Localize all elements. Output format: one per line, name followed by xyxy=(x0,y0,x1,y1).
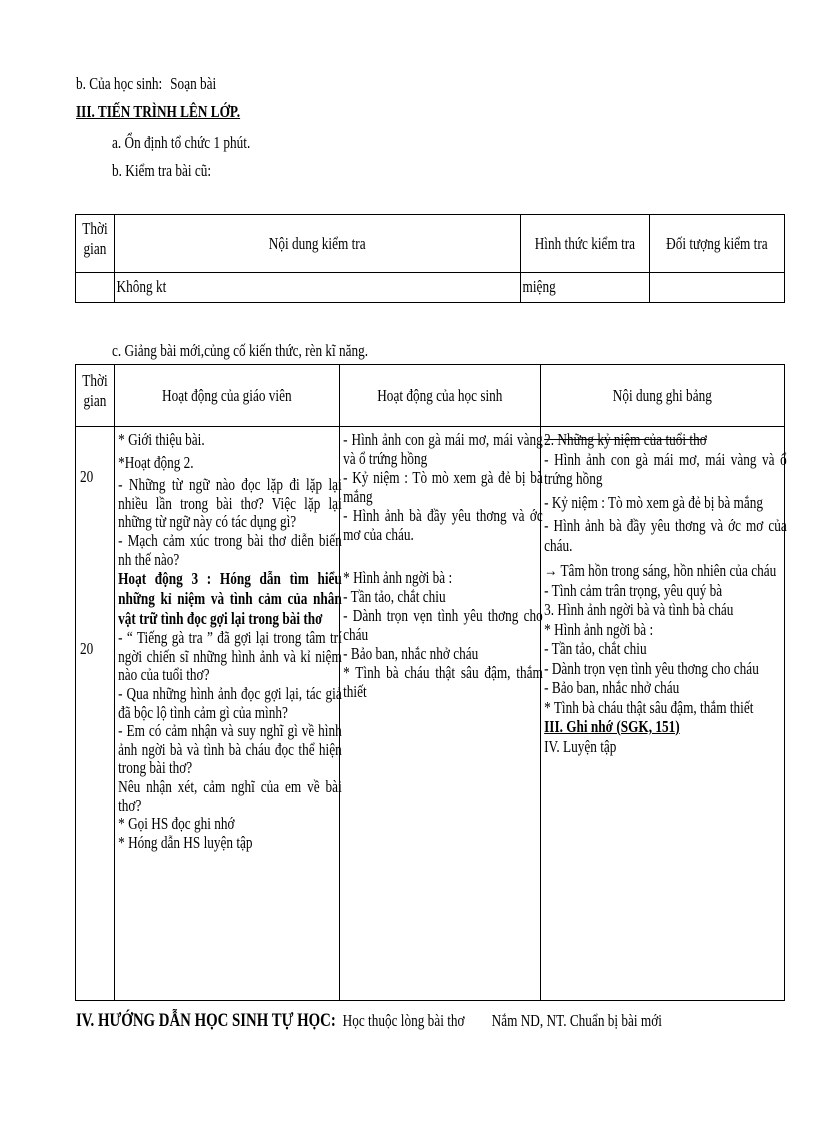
board-line: → Tâm hồn trong sáng, hồn nhiên của cháu xyxy=(544,561,777,580)
teacher-line: - Em có cảm nhận và suy nghĩ gì về hình ảnh ngời bà và tình bà cháu đọc thể hiện trong bài thơ? xyxy=(118,721,342,778)
time-second: 20 xyxy=(80,639,94,658)
check-cell-content: Không kt xyxy=(115,273,521,303)
student-prep-value: Soạn bài xyxy=(170,74,217,93)
lesson-header-board: Nội dung ghi bảng xyxy=(541,365,785,427)
student-line: * Hình ảnh ngời bà : xyxy=(343,568,453,587)
self-study-text-1: Học thuộc lòng bài thơ xyxy=(342,1011,465,1030)
teacher-line: *Hoạt động 2. xyxy=(118,452,194,472)
self-study-text-2: Nắm ND, NT. Chuẩn bị bài mới xyxy=(491,1011,662,1030)
check-header-target: Đối tượng kiểm tra xyxy=(650,215,785,273)
board-line: * Hình ảnh ngời bà : xyxy=(544,619,654,639)
item-b: b. Kiểm tra bài cũ: xyxy=(112,161,212,180)
section3-title: III. TIẾN TRÌNH LÊN LỚP. xyxy=(76,102,241,121)
board-heading-2: 2. Những kỷ niệm của tuổi thơ xyxy=(544,430,707,449)
student-line: - Bảo ban, nhắc nhở cháu xyxy=(343,644,479,663)
board-line: - Tình cảm trân trọng, yêu quý bà xyxy=(544,580,723,600)
student-line: - Hình ảnh bà đầy yêu thơng và ớc mơ của cháu. xyxy=(343,506,543,544)
check-cell-form: miệng xyxy=(521,273,650,303)
lesson-time-cell xyxy=(76,427,115,1001)
teacher-activity-cell xyxy=(115,427,340,1001)
check-cell-time xyxy=(76,273,115,303)
student-line: - Dành trọn vẹn tình yêu thơng cho cháu xyxy=(343,606,543,644)
check-table xyxy=(75,214,785,303)
student-prep-line xyxy=(76,74,216,93)
student-line: - Hình ảnh con gà mái mơ, mái vàng và ổ trứng hồng xyxy=(343,430,543,468)
self-study-title: IV. HƯỚNG DẪN HỌC SINH TỰ HỌC: xyxy=(76,1010,336,1031)
board-heading-practice: IV. Luyện tập xyxy=(544,736,617,756)
board-content-cell xyxy=(541,427,785,1001)
time-first: 20 xyxy=(80,467,94,486)
teacher-line: * Gọi HS đọc ghi nhớ xyxy=(118,814,235,834)
board-line: - Hình ảnh con gà mái mơ, mái vàng và ổ trứng hồng xyxy=(544,449,787,488)
student-activity-cell xyxy=(340,427,541,1001)
board-line: * Tình bà cháu thật sâu đậm, thắm thiết xyxy=(544,697,754,717)
student-prep-label: b. Của học sinh: xyxy=(76,74,163,93)
teacher-line: - Qua những hình ảnh đọc gợi lại, tác giả đã bộc lộ tình cảm gì của mình? xyxy=(118,683,342,722)
check-header-time: Thời gian xyxy=(76,215,115,273)
board-line: - Tần tảo, chắt chiu xyxy=(544,639,647,658)
lesson-header-student: Hoạt động của học sinh xyxy=(340,365,541,427)
teacher-line: Nêu nhận xét, cảm nghĩ của em về bài thơ? xyxy=(118,776,342,815)
lesson-table xyxy=(75,364,785,1001)
student-line: - Tần tảo, chắt chiu xyxy=(343,587,446,606)
teacher-line: - “ Tiếng gà tra ” đã gợi lại trong tâm trí ngời chiến sĩ những hình ảnh và kỉ niệm nào của tuổi thơ? xyxy=(118,628,342,685)
teacher-line: * Hóng dẫn HS luyện tập xyxy=(118,832,253,852)
board-line: - Hình ảnh bà đầy yêu thơng và ớc mơ của cháu. xyxy=(544,516,787,555)
check-header-form: Hình thức kiểm tra xyxy=(521,215,650,273)
board-line: - Dành trọn vẹn tình yêu thơng cho cháu xyxy=(544,658,759,678)
activity-3-title: Hoạt động 3 : Hóng dẫn tìm hiểu những kỉ niệm và tình cảm của nhân vật trữ tình đọc gợi lại trong bài thơ xyxy=(118,569,342,629)
student-line: * Tình bà cháu thật sâu đậm, thắm thiết xyxy=(343,663,543,701)
item-a: a. Ổn định tổ chức 1 phút. xyxy=(112,133,251,152)
check-header-content: Nội dung kiểm tra xyxy=(115,215,521,273)
teacher-line: - Những từ ngữ nào đọc lặp đi lặp lại nhiều lần trong bài thơ? Việc lặp lại những từ ngữ này có tác dụng gì? xyxy=(118,475,342,532)
board-line: - Bảo ban, nhắc nhở cháu xyxy=(544,678,680,697)
self-study-line xyxy=(76,1010,662,1032)
teacher-line: * Giới thiệu bài. xyxy=(118,430,205,449)
student-line: - Kỷ niệm : Tò mò xem gà đẻ bị bà mắng xyxy=(343,468,543,506)
item-c: c. Giảng bài mới,củng cố kiến thức, rèn kĩ năng. xyxy=(112,341,369,360)
lesson-header-teacher: Hoạt động của giáo viên xyxy=(115,365,340,427)
teacher-line: - Mạch cảm xúc trong bài thơ diễn biến nh thế nào? xyxy=(118,530,342,569)
lesson-header-time: Thời gian xyxy=(76,365,115,427)
board-heading-notes: III. Ghi nhớ (SGK, 151) xyxy=(544,717,680,736)
board-heading-3: 3. Hình ảnh ngời bà và tình bà cháu xyxy=(544,600,734,619)
board-line: - Kỷ niệm : Tò mò xem gà đẻ bị bà mắng xyxy=(544,492,763,512)
check-cell-target xyxy=(650,273,785,303)
